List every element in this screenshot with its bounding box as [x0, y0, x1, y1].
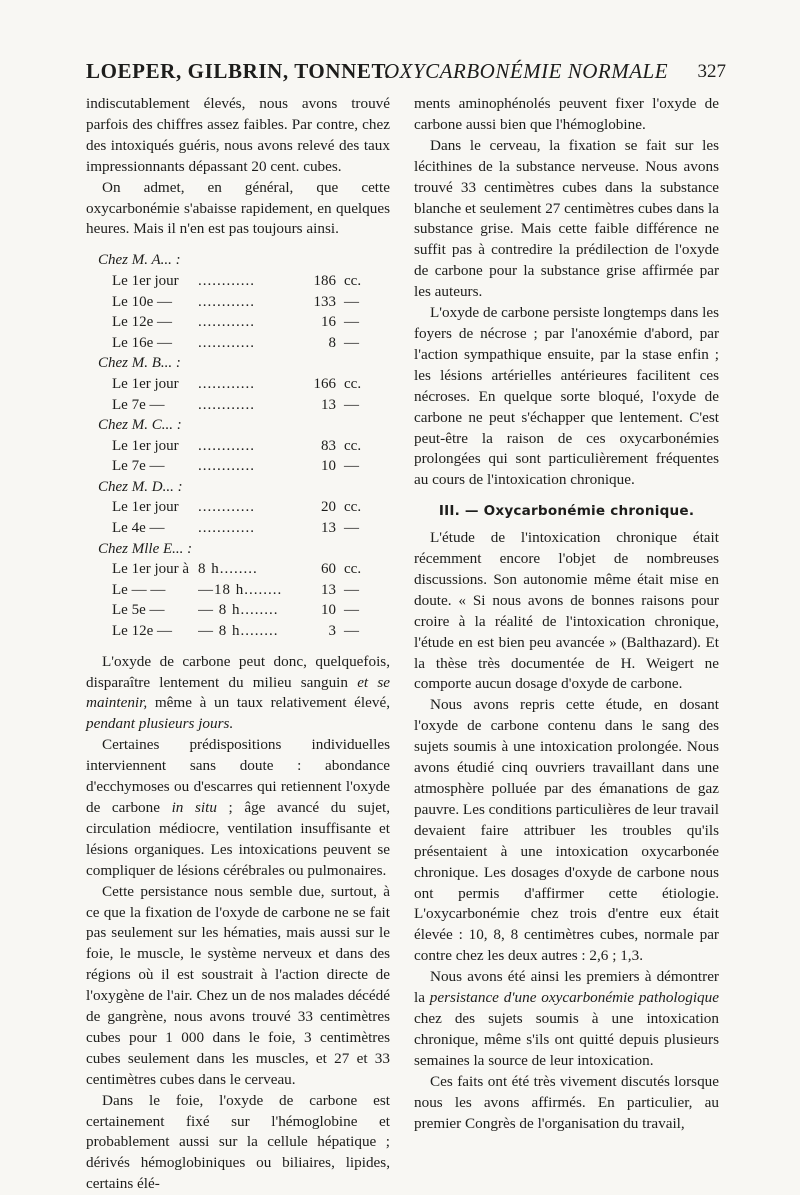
- unit-label: cc.: [344, 561, 362, 578]
- day-label: Le 1er jour: [112, 499, 179, 516]
- time-leader: ............: [198, 520, 255, 537]
- paragraph: Ces faits ont été très vivement discutés lorsque nous les avons affirmés. En particulier, au premier Congrès de l'organisation du travail,: [414, 1072, 719, 1132]
- text-run: Certaines prédispositions individuelles interviennent sans doute : abondance d'ecchymoses ou d'escarres qui retiennent l'oxyde de carbone: [86, 736, 390, 816]
- paragraph: Dans le foie, l'oxyde de carbone est certainement fixé sur l'hémoglobine et probablement aussi sur la cellule hépatique ; dérivés hémoglobiniques ou biliaires, lipides, certains élé-: [86, 1091, 390, 1193]
- measurement-row: [96, 436, 370, 457]
- day-label: Le 1er jour à: [112, 561, 190, 578]
- time-leader: 8 h........: [198, 561, 258, 578]
- text-run: Nous avons été ainsi les premiers à démontrer la: [414, 968, 719, 1007]
- measurement-row: [96, 600, 370, 621]
- patient-label: Chez Mlle E... :: [98, 540, 193, 557]
- unit-label: —: [344, 581, 359, 598]
- measurement-row: [96, 456, 370, 477]
- paragraph: L'oxyde de carbone persiste longtemps dans les foyers de nécrose ; par l'anoxémie d'abord, par l'action sympathique ensuite, par la stase enfin ; les lésions artérielles antérieures facilitent ces nécroses. En quelque sorte bloqué, l'oxyde de carbone ne peut s'échapper que lentement. C'est peut-être la raison de ces oxycarbonémies prolongées qui sont particulièrement fréquentes au cours de l'intoxication chronique.: [414, 304, 719, 489]
- measurement-row: [96, 271, 370, 292]
- case-header-row: [96, 353, 370, 374]
- header-title: OXYCARBONÉMIE NORMALE: [384, 59, 669, 83]
- unit-label: —: [344, 623, 359, 640]
- patient-label: Chez M. C... :: [98, 417, 182, 434]
- emphasis: et se maintenir,: [86, 673, 390, 712]
- case-header-row: [96, 539, 370, 560]
- emphasis: in situ: [171, 798, 217, 816]
- text-run: même à un taux relativement élevé,: [147, 694, 390, 712]
- paragraph: Cette persistance nous semble due, surtout, à ce que la fixation de l'oxyde de carbone ne se fait pas seulement sur les hématies, mais aussi sur le foie, le muscle, le système nerveux et dans des régions où il est soustrait à l'action directe de l'oxygène de l'air. Chez un de nos malades décédé de gangrène, nous avons trouvé 33 centimètres cubes pour 1 000 dans le foie, 3 centimètres cubes seulement dans les muscles, et 27 et 33 centimètres cubes dans le cerveau.: [86, 882, 390, 1088]
- co-value: 13: [321, 396, 336, 413]
- measurement-row: [96, 312, 370, 333]
- time-leader: ............: [198, 334, 255, 351]
- co-value: 16: [321, 314, 336, 331]
- time-leader: ............: [198, 499, 255, 516]
- text-run: L'oxyde de carbone peut donc, quelquefois, disparaître lentement du milieu sanguin: [86, 652, 390, 691]
- time-leader: ............: [198, 375, 255, 392]
- time-leader: ............: [198, 437, 255, 454]
- day-label: Le 12e —: [112, 314, 172, 331]
- emphasis: pendant plusieurs jours.: [86, 715, 234, 733]
- day-label: Le 1er jour: [112, 437, 179, 454]
- day-label: Le 1er jour: [112, 375, 179, 392]
- measurement-row: [96, 292, 370, 313]
- unit-label: —: [344, 314, 359, 331]
- co-value: 10: [321, 602, 336, 619]
- unit-label: cc.: [344, 375, 362, 392]
- time-leader: ............: [198, 396, 255, 413]
- paragraph: [414, 967, 719, 1072]
- paragraph: ments aminophénolés peuvent fixer l'oxyde de carbone aussi bien que l'hémoglobine.: [414, 95, 719, 133]
- measurement-row: [96, 374, 370, 395]
- time-leader: —18 h........: [198, 581, 283, 598]
- paragraph: [86, 652, 390, 736]
- co-value: 10: [321, 458, 336, 475]
- day-label: Le 10e —: [112, 293, 172, 310]
- case-header-row: [96, 477, 370, 498]
- day-label: Le 4e —: [112, 520, 165, 537]
- day-label: Le 1er jour: [112, 272, 179, 289]
- day-label: Le — —: [112, 581, 166, 598]
- emphasis: persistance d'une oxycarbonémie pathologique: [429, 989, 719, 1007]
- section-heading: III. — Oxycarbonémie chronique.: [438, 503, 695, 520]
- measurement-row: [96, 395, 370, 416]
- page-number: 327: [697, 61, 726, 82]
- case-header-row: [96, 415, 370, 436]
- co-value: 60: [321, 561, 336, 578]
- paragraph: L'étude de l'intoxication chronique était récemment encore l'objet de nombreuses discussions. Son autonomie même était mise en doute. « Si nous avons de bonnes raisons pour croire à la réalité de l'intoxication chronique, l'étude en est bien peu avancée » (Balthazard). Et la thèse très documentée de H. Weigert ne comporte aucun dosage d'oxyde de carbone.: [414, 529, 719, 693]
- left-column: [86, 94, 390, 1195]
- co-value: 166: [313, 375, 336, 392]
- measurement-row: [96, 518, 370, 539]
- co-value: 8: [328, 334, 336, 351]
- paragraph: On admet, en général, que cette oxycarbonémie s'abaisse rapidement, en quelques heures. Mais il n'en est pas toujours ainsi.: [86, 178, 390, 238]
- paragraph: [86, 735, 390, 881]
- text-run: chez des sujets soumis à une intoxication chronique, même s'ils ont quitté depuis plusieurs semaines la source de leur intoxication.: [414, 1009, 719, 1069]
- co-value: 13: [321, 520, 336, 537]
- day-label: Le 16e —: [112, 334, 172, 351]
- time-leader: ............: [198, 293, 255, 310]
- time-leader: ............: [198, 314, 255, 331]
- co-value: 186: [313, 272, 336, 289]
- patient-label: Chez M. D... :: [98, 478, 183, 495]
- co-value: 83: [321, 437, 336, 454]
- header-authors: LOEPER, GILBRIN, TONNET.: [86, 59, 391, 83]
- unit-label: cc.: [344, 437, 362, 454]
- co-value: 133: [313, 293, 336, 310]
- unit-label: cc.: [344, 272, 362, 289]
- patient-label: Chez M. B... :: [98, 355, 181, 372]
- unit-label: —: [344, 602, 359, 619]
- cases-table: [96, 250, 370, 641]
- day-label: Le 7e —: [112, 396, 165, 413]
- measurement-row: [96, 333, 370, 354]
- unit-label: —: [344, 293, 359, 310]
- paragraph: indiscutablement élevés, nous avons trouvé parfois des chiffres assez faibles. Par contre, chez des intoxiqués guéris, nous avons relevé des taux impressionnants dépassant 20 cent. cubes.: [86, 95, 390, 175]
- right-column: [414, 94, 719, 1134]
- running-header: [86, 57, 726, 89]
- time-leader: ............: [198, 458, 255, 475]
- unit-label: —: [344, 396, 359, 413]
- patient-label: Chez M. A... :: [98, 252, 181, 269]
- co-value: 20: [321, 499, 336, 516]
- unit-label: —: [344, 458, 359, 475]
- day-label: Le 7e —: [112, 458, 165, 475]
- unit-label: —: [344, 334, 359, 351]
- unit-label: cc.: [344, 499, 362, 516]
- day-label: Le 12e —: [112, 623, 172, 640]
- day-label: Le 5e —: [112, 602, 165, 619]
- time-leader: — 8 h........: [198, 623, 279, 640]
- measurement-row: [96, 559, 370, 580]
- co-value: 13: [321, 581, 336, 598]
- time-leader: ............: [198, 272, 255, 289]
- paragraph: Dans le cerveau, la fixation se fait sur les lécithines de la substance nerveuse. Nous avons trouvé 33 centimètres cubes dans la substance blanche et seulement 27 centimètres cubes dans la substance grise. Mais cette faible différence ne suffit pas à contredire la prédilection de l'oxyde de carbone pour la substance grise affirmée par les auteurs.: [414, 136, 719, 301]
- paragraph: Nous avons repris cette étude, en dosant l'oxyde de carbone contenu dans le sang des sujets soumis à une intoxication prolongée. Nous avons étudié cinq ouvriers travaillant dans une atmosphère polluée par des émanations de gaz pauvre. Les conditions particulières de leur travail devaient faire attribuer les troubles qu'ils présentaient à une intoxication oxycarbonée chronique. Les dosages d'oxyde de carbone nous ont permis d'affirmer cette étiologie. L'oxycarbonémie chez trois d'entre eux était élevée : 10, 8, 8 centimètres cubes, normale par contre chez les deux autres : 2,6 ; 1,3.: [414, 696, 719, 965]
- case-header-row: [96, 250, 370, 271]
- measurement-row: [96, 580, 370, 601]
- measurement-row: [96, 497, 370, 518]
- text-run: ; âge avancé du sujet, circulation médiocre, ventilation insuffisante et lésions organiques. Les intoxications peuvent se compliquer de lésions cérébrales ou pulmonaires.: [86, 798, 390, 879]
- time-leader: — 8 h........: [198, 602, 279, 619]
- unit-label: —: [344, 520, 359, 537]
- co-value: 3: [328, 623, 336, 640]
- measurement-row: [96, 621, 370, 642]
